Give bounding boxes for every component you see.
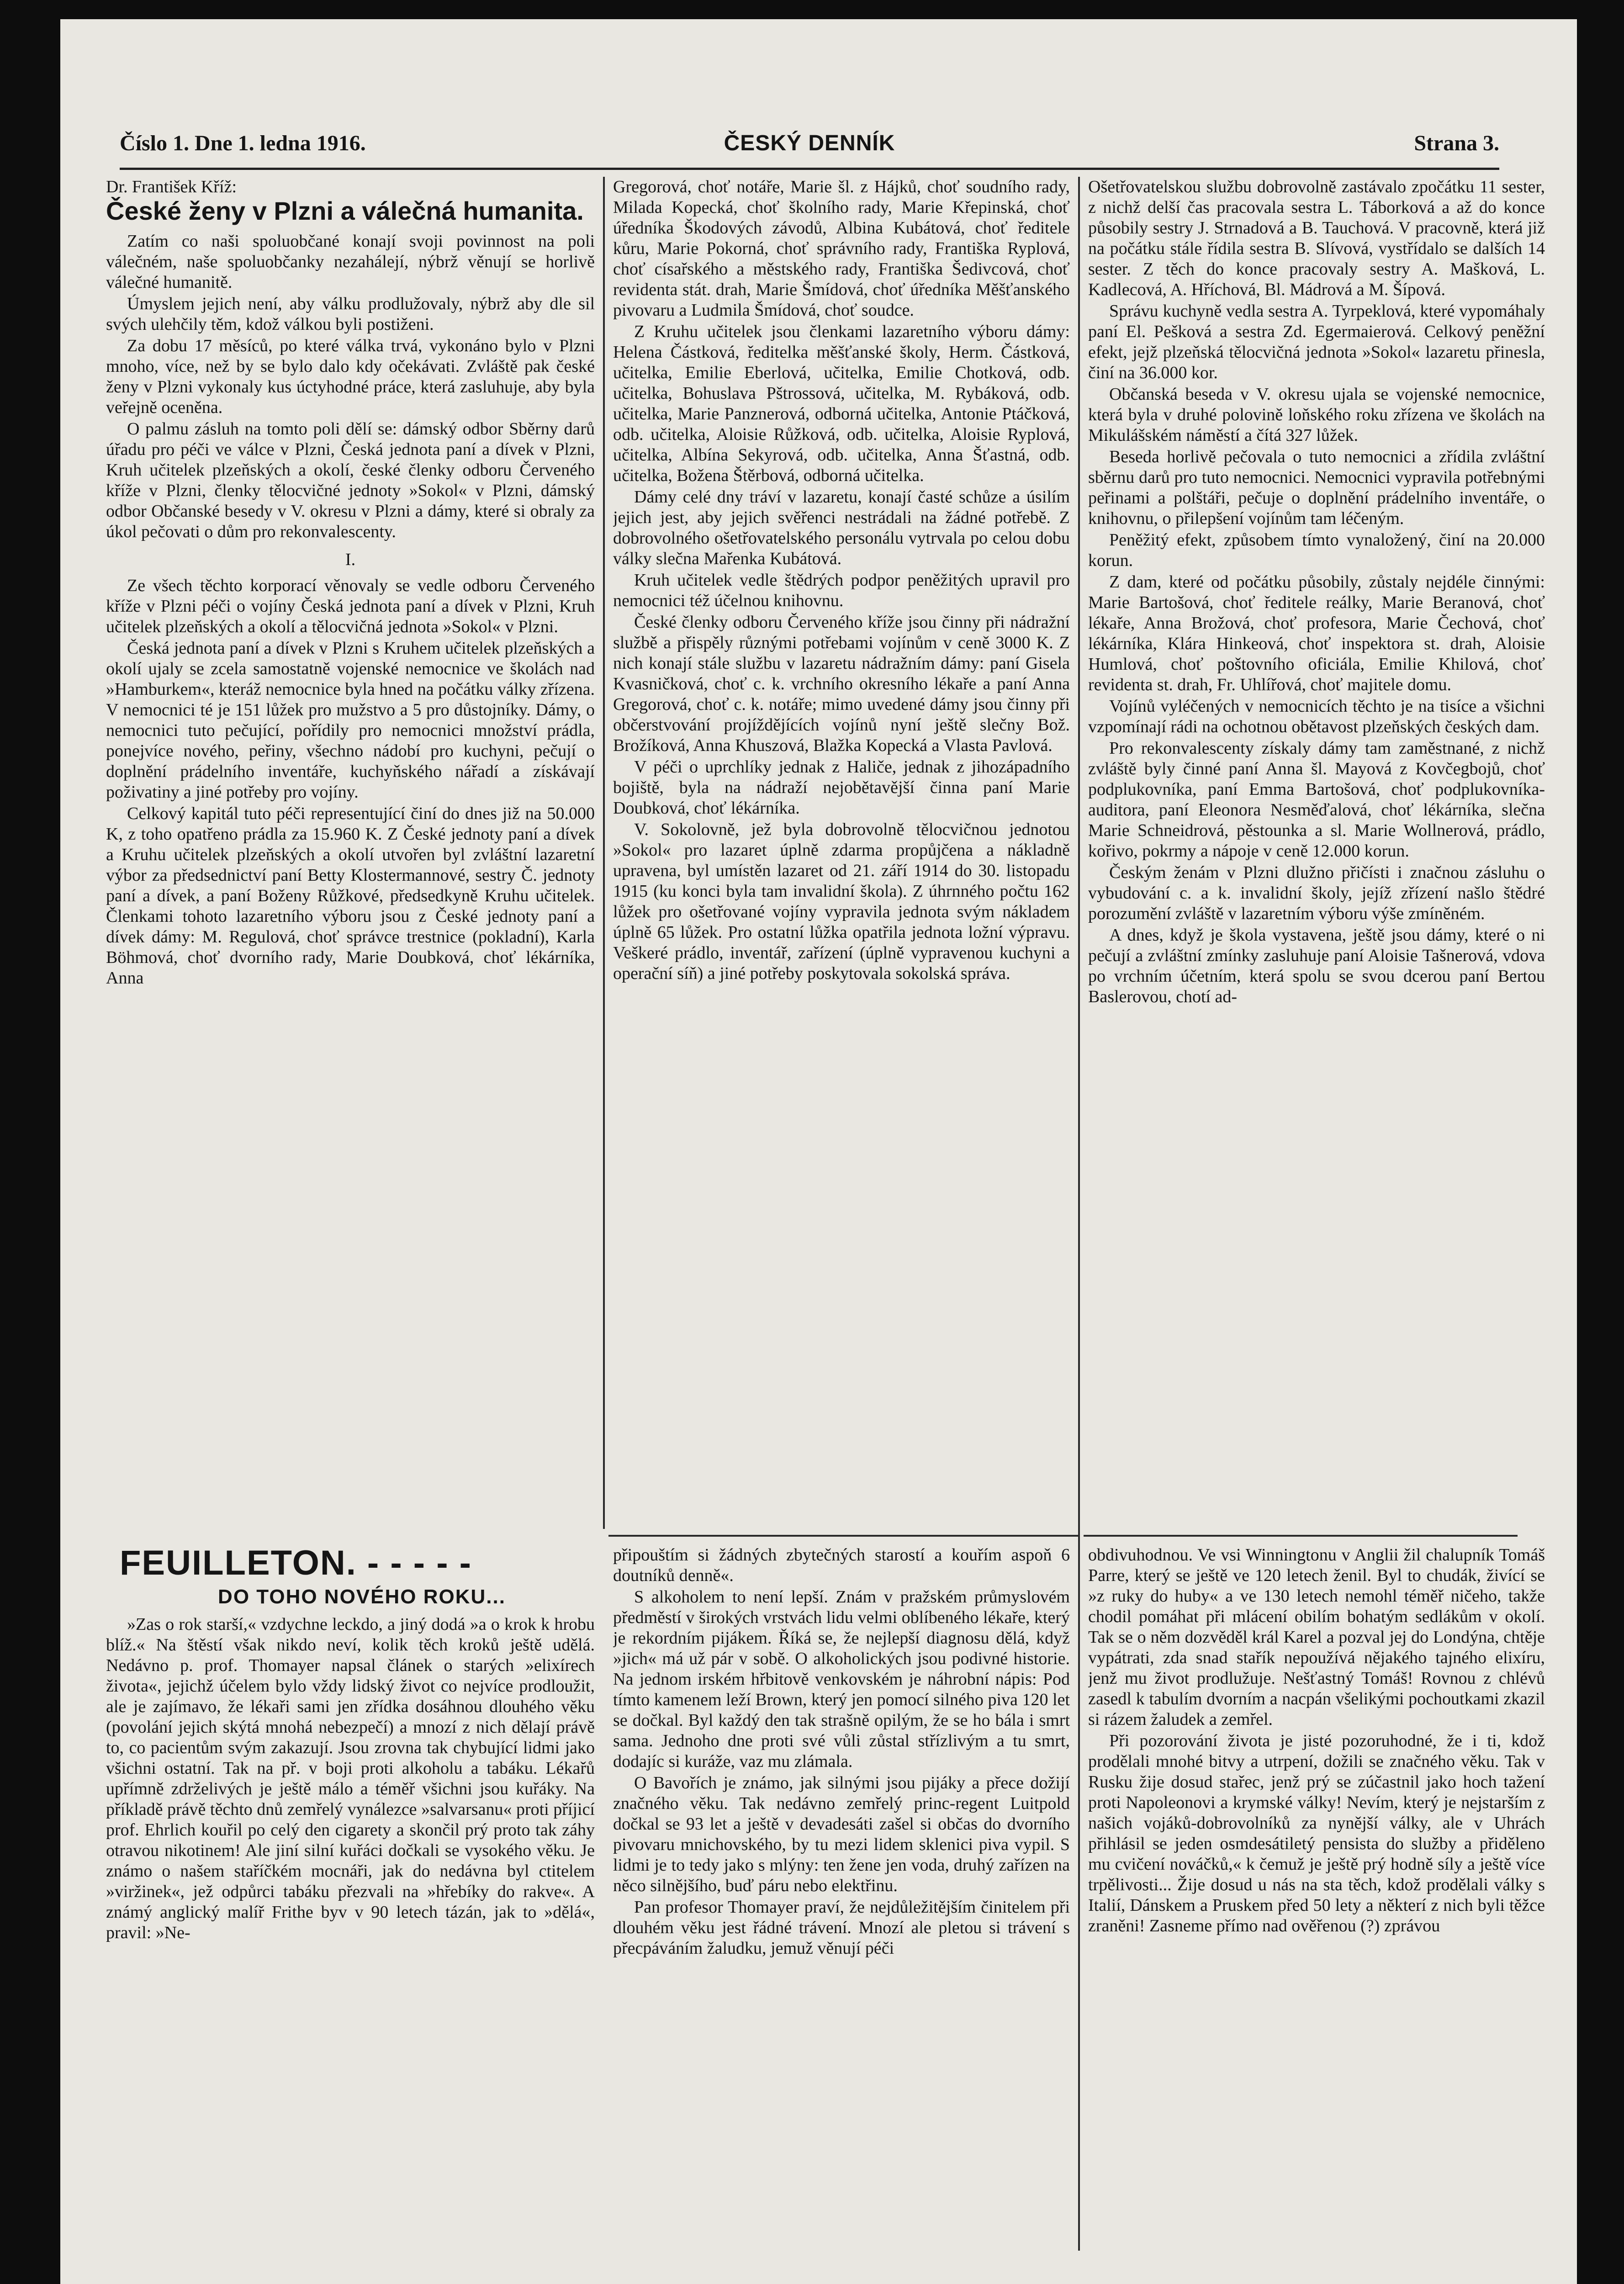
column-rule	[603, 177, 605, 1529]
paragraph: Vojínů vyléčených v nemocnicích těchto je na tisíce a všichni vzpomínají rádi na ochotnou obětavost plzeňských českých dam.	[1088, 697, 1545, 736]
paragraph: Zatím co naši spoluobčané konají svoji povinnost na poli válečném, naše spoluobčanky nezahálejí, nýbrž věnují se horlivě válečné humanitě.	[106, 232, 595, 292]
section-rule	[1084, 1535, 1518, 1537]
paragraph: O Bavořích je známo, jak silnými jsou pijáky a přece dožijí značného věku. Tak nedávno zemřelý princ-regent Luitpold dočkal se 93 let a ještě v devadesáti zašel si občas do dvorního pivovaru mnichovského, by tu mezi lidem sklenici piva vypil. S lidmi je to tedy jako s mlýny: ten žene jen voda, druhý zařízen na něco silnějšího, buď páru nebo elektřinu.	[613, 1773, 1070, 1895]
feuilleton-column-2	[613, 1545, 1070, 2253]
feuilleton-column-3	[1088, 1545, 1545, 2253]
paragraph: S alkoholem to není lepší. Znám v pražském průmyslovém předměstí v širokých vrstvách lidu velmi oblíbeného lékaře, který je rekordním pijákem. Říká se, že nejlepší diagnosu dělá, když »jich« má už pár v sobě. O alkoholických jsou podivné historie. Na jednom irském hřbitově venkovském je náhrobní nápis: Pod tímto kamenem leží Brown, který jen pomocí silného piva 120 let se dočkal. Byl každý den tak strašně opilým, že se ho bála i smrt sama. Jednoho dne proti své vůli zůstal střízlivým a tu smrt, dodajíc si kuráže, vaz mu zlámala.	[613, 1587, 1070, 1771]
feuilleton-band: FEUILLETON. - - - - -	[120, 1545, 472, 1581]
newspaper-title: ČESKÝ DENNÍK	[724, 131, 895, 155]
masthead	[120, 125, 1499, 162]
newspaper-page	[60, 19, 1577, 2284]
paragraph: Celkový kapitál tuto péči representující činí do dnes již na 50.000 K, z toho opatřeno prádla za 15.960 K. Z České jednoty paní a dívek a Kruhu učitelek plzeňských a okolí utvořen byl zvláštní lazaretní výbor za předsednictví paní Betty Klostermannové, sestry Č. jednoty paní a dívek, a paní Boženy Růžkové, předsedkyně Kruhu učitelek. Členkami tohoto lazaretního výboru jsou z České jednoty paní a dívek dámy: M. Regulová, choť správce trestnice (pokladní), Karla Böhmová, choť dvorního rady, Marie Doubková, choť lékárníka, Anna	[106, 804, 595, 988]
paragraph: Ze všech těchto korporací věnovaly se vedle odboru Červeného kříže v Plzni péči o vojíny Česká jednota paní a dívek v Plzni, Kruh učitelek plzeňských a okolí a tělocvičná jednota »Sokol« v Plzni.	[106, 576, 595, 636]
page-number: Strana 3.	[1414, 131, 1499, 155]
paragraph: Při pozorování života je jisté pozoruhodné, že i ti, kdož prodělali mnohé bitvy a utrpení, dožili se značného věku. Tak v Rusku žije dosud stařec, jenž prý se zúčastnil jako hoch tažení proti Napoleonovi a krymské války! Nevím, který je nejstarším z našich vojáků-dobrovolníků za nynější války, ale v Uhrách přihlásil se jeden osmdesátiletý pensista do služby a přiděleno mu cvičení nováčků,« k čemuž je ještě prý hodně síly a ještě více trpělivosti... Žije dosud u nás na sta těch, kdož prodělali války s Italií, Dánskem a Pruskem před 50 lety a některí z nich byli těžce zraněni! Zasneme přímo nad ověřenou (?) zprávou	[1088, 1731, 1545, 1935]
issue-date: Číslo 1. Dne 1. ledna 1916.	[120, 131, 366, 155]
paragraph: Gregorová, choť notáře, Marie šl. z Hájků, choť soudního rady, Milada Kopecká, choť školního rady, Marie Křepinská, choť úředníka Škodových závodů, Albina Kubátová, choť ředitele kůru, Marie Pokorná, choť správního rady, Františka Ryplová, choť císařského a městského rady, Františka Šedivcová, choť revidenta stát. drah, Marie Šmídová, choť úředníka Měšťanského pivovaru a Ludmila Šmídová, choť soudce.	[613, 177, 1070, 320]
paragraph: obdivuhodnou. Ve vsi Winningtonu v Anglii žil chalupník Tomáš Parre, který se ještě ve 120 letech ženil. Byl to chudák, živící se »z ruky do huby« a ve 130 letech nemohl téměř ničeho, takže chodil pomáhat při mlácení obilím bohatým sedlákům v okolí. Tak se o něm dozvěděl král Karel a pozval jej do Londýna, chtěje vypátrati, zda snad stařík nepoužívá nějakého tajného elixíru, jenž mu život prodlužuje. Nešťastný Tomáš! Rovnou z chlévů zasedl k tabulím dvorním a nacpán všelikými pochoutkami zkazil si rázem žaludek a zemřel.	[1088, 1545, 1545, 1729]
paragraph: Správu kuchyně vedla sestra A. Tyrpeklová, které vypomáhaly paní El. Pešková a sestra Zd. Egermaierová. Celkový peněžní efekt, jejž plzeňská tělocvičná jednota »Sokol« lazaretu přinesla, činí na 36.000 kor.	[1088, 301, 1545, 382]
paragraph: O palmu zásluh na tomto poli dělí se: dámský odbor Sběrny darů úřadu pro péči ve válce v Plzni, Česká jednota paní a dívek v Plzni, Kruh učitelek plzeňských a okolí, české členky odboru Červeného kříže v Plzni, členky tělocvičné jednoty »Sokol« v Plzni, dámský odbor Občanské besedy v V. okresu v Plzni a dámy, které si obraly za úkol pečovati o dům pro rekonvalescenty.	[106, 419, 595, 541]
paragraph: Peněžitý efekt, způsobem tímto vynaložený, činí na 20.000 korun.	[1088, 530, 1545, 570]
section-rule	[608, 1535, 1079, 1537]
article-headline: České ženy v Plzni a válečná humanita.	[106, 196, 584, 225]
column-rule	[1078, 177, 1080, 2251]
paragraph: Českým ženám v Plzni dlužno přičísti i značnou zásluhu o vybudování c. a k. invalidní školy, jejíž zřízení našlo štědré porozumění zvláště v lazaretním výboru výše zmíněném.	[1088, 863, 1545, 923]
feuilleton-column-1	[106, 1614, 595, 2254]
paragraph: Pan profesor Thomayer praví, že nejdůležitějším činitelem při dlouhém věku jest řádné trávení. Mnozí ale pletou si trávení s přecpáváním žaludku, jemuž věnují péči	[613, 1898, 1070, 1958]
paragraph: Česká jednota paní a dívek v Plzni s Kruhem učitelek plzeňských a okolí ujaly se zcela samostatně vojenské nemocnice ve školách nad »Hamburkem«, kteráž nemocnice byla hned na počátku války zřízena. V nemocnici té je 151 lůžek pro mužstvo a 5 pro důstojníky. Dámy, o nemocnici tuto pečující, pořídily pro nemocnici množství prádla, ponejvíce nového, peřiny, všechno nádobí pro kuchyni, pečují o doplnění prádelního inventáře, kuchyňského nářadí a získávají poživatiny a jiné potřeby pro vojíny.	[106, 639, 595, 802]
paragraph: Ošetřovatelskou službu dobrovolně zastávalo zpočátku 11 sester, z nichž delší čas pracovala sestra L. Táborková a až do konce působily sestry J. Strnadová a B. Tauchová. V pracovně, která již na počátku stále řídila sestra B. Slívová, vystřídalo se dalších 14 sester. Z těch do konce pracovaly sestry A. Mašková, L. Kadlecová, A. Hříchová, Bl. Mádrová a M. Šípová.	[1088, 177, 1545, 299]
article-column-3	[1088, 177, 1545, 1529]
paragraph: Pro rekonvalescenty získaly dámy tam zaměstnané, z nichž zvláště byly činné paní Anna šl. Mayová z Kovčegbojů, choť podplukovníka, paní Emma Bartošová, choť podplukovníka-auditora, paní Eleonora Nesměďalová, choť lékárníka, slečna Marie Schneidrová, pěstounka a sl. Marie Wollnerová, prádlo, kořivo, pokrmy a nápoje v ceně 12.000 korun.	[1088, 739, 1545, 861]
paragraph: V péči o uprchlíky jednak z Haliče, jednak z jihozápadního bojiště, byla na nádraží nejobětavější činna paní Marie Doubková, choť lékárníka.	[613, 757, 1070, 818]
paragraph: Z dam, které od počátku působily, zůstaly nejdéle činnými: Marie Bartošová, choť ředitele reálky, Marie Beranová, choť lékaře, Anna Brožová, choť profesora, Marie Čechová, choť lékárníka, Klára Hinkeová, choť inspektora st. drah, Aloisie Humlová, choť poštovního oficiála, Emilie Khilová, choť revidenta st. drah, Fr. Uhlířová, choť majitele domu.	[1088, 572, 1545, 694]
paragraph: A dnes, když je škola vystavena, ještě jsou dámy, které o ni pečují a zvláštní zmínky zasluhuje paní Aloisie Tašnerová, vdova po vrchním účetním, která spolu se svou dcerou paní Bertou Baslerovou, chotí ad-	[1088, 925, 1545, 1006]
paragraph: Dámy celé dny tráví v lazaretu, konají časté schůze a úsilím jejich jest, aby jejich svěřenci nestrádali na žádné potřebě. Z dobrovolného ošetřovatelského personálu vytrvala po celou dobu války slečna Mařenka Kubátová.	[613, 487, 1070, 568]
paragraph: Za dobu 17 měsíců, po které válka trvá, vykonáno bylo v Plzni mnoho, více, než by se bylo dalo kdy očekávati. Zvláště pak české ženy v Plzni vykonaly kus úctyhodné práce, která zasluhuje, aby byla veřejně oceněna.	[106, 336, 595, 417]
paragraph: připouštím si žádných zbytečných starostí a kouřím aspoň 6 doutníků denně«.	[613, 1545, 1070, 1585]
paragraph: Kruh učitelek vedle štědrých podpor peněžitých upravil pro nemocnici též účelnou knihovnu.	[613, 571, 1070, 610]
section-number: I.	[345, 550, 356, 569]
paragraph: Z Kruhu učitelek jsou členkami lazaretního výboru dámy: Helena Částková, ředitelka měšťanské školy, Herm. Částková, učitelka, Emilie Eberlová, učitelka, Emilie Chotková, odb. učitelka, Bohuslava Pštrossová, učitelka, M. Rybáková, odb. učitelka, Marie Panznerová, odborná učitelka, Antonie Ptáčková, odb. učitelka, Aloisie Růžková, odb. učitelka, Aloisie Ryplová, učitelka, Albína Sekyrová, odb. učitelka, Anna Šťastná, odb. učitelka, Božena Štěrbová, odborná učitelka.	[613, 322, 1070, 485]
paragraph: Úmyslem jejich není, aby válku prodlužovaly, nýbrž aby dle sil svých ulehčily těm, kdož válkou byli postiženi.	[106, 294, 595, 334]
paragraph: České členky odboru Červeného kříže jsou činny při nádražní službě a přispěly různými potřebami vojínům v ceně 3000 K. Z nich konají stále službu v lazaretu nádražním dámy: paní Gisela Kvasničková, choť c. k. vrchního okresního lékaře a paní Anna Gregorová, choť c. k. notáře; mimo uvedené dámy jsou činny při občerstvování projíždějících vojínů nyní ještě slečny Bož. Brožíková, Anna Khuszová, Blažka Kopecká a Vlasta Pavlová.	[613, 613, 1070, 755]
article-column-1	[106, 177, 595, 1520]
paragraph: Beseda horlivě pečovala o tuto nemocnici a zřídila zvláštní sběrnu darů pro tuto nemocnici. Nemocnici vypravila potřebnými peřinami a polštáři, pečuje o doplnění prádelního inventáře, o knihovnu, o přilepšení vojínům tam léčeným.	[1088, 447, 1545, 528]
article-column-2	[613, 177, 1070, 1524]
masthead-rule	[120, 168, 1499, 170]
article-byline: Dr. František Kříž:	[106, 177, 237, 196]
feuilleton-title: DO TOHO NOVÉHO ROKU...	[218, 1586, 506, 1608]
paragraph: V. Sokolovně, jež byla dobrovolně tělocvičnou jednotou »Sokol« pro lazaret úplně zdarma propůjčena a nákladně upravena, byl umístěn lazaret od 21. září 1914 do 30. listopadu 1915 (ku konci byla tam invalidní škola). Z úhrnného počtu 162 lůžek pro ošetřované vojíny vypravila jednota svým nákladem úplně 65 lůžek. Pro ostatní lůžka opatřila jednota ložní výpravu. Veškeré prádlo, inventář, zařízení (úplně vypravenou kuchyni a operační síň) a jiné potřeby poskytovala sokolská správa.	[613, 820, 1070, 983]
paragraph: »Zas o rok starší,« vzdychne leckdo, a jiný dodá »a o krok k hrobu blíž.« Na štěstí však nikdo neví, kolik těch kroků ještě udělá. Nedávno p. prof. Thomayer napsal článek o starých »elixírech života«, jejichž účelem bylo vždy lidský život co nejvíce prodloužit, ale je zajímavo, že lékaři sami jen zřídka dosáhnou dlouhého věku (povolání jejich skýtá mnohá nebezpečí) a mnozí z nich dělají právě to, co pacientům svým zakazují. Jsou zrovna tak chybující lidmi jako všichni ostatní. Tak na př. v boji proti alkoholu a tabáku. Lékařů upřímně zdrželivých je ještě málo a téměř všichni jsou kuřáky. Na příkladě právě těchto dnů zemřelý vynálezce »salvarsanu« proti příjicí prof. Ehrlich kouřil po celý den cigarety a skončil prý proto tak záhy otravou nikotinem! Ale jiní silní kuřáci dočkali se vysokého věku. Je známo o našem staříčkém mocnáři, jak do nedávna byl ctitelem »viržinek«, jež odpůrci tabáku přezvali na »hřebíky do rakve«. A známý anglický malíř Frithe byv v 90 letech tázán, jak to »dělá«, pravil: »Ne-	[106, 1615, 595, 1942]
paragraph: Občanská beseda v V. okresu ujala se vojenské nemocnice, která byla v druhé polovině loňského roku zřízena ve školách na Mikulášském náměstí a čítá 327 lůžek.	[1088, 385, 1545, 445]
